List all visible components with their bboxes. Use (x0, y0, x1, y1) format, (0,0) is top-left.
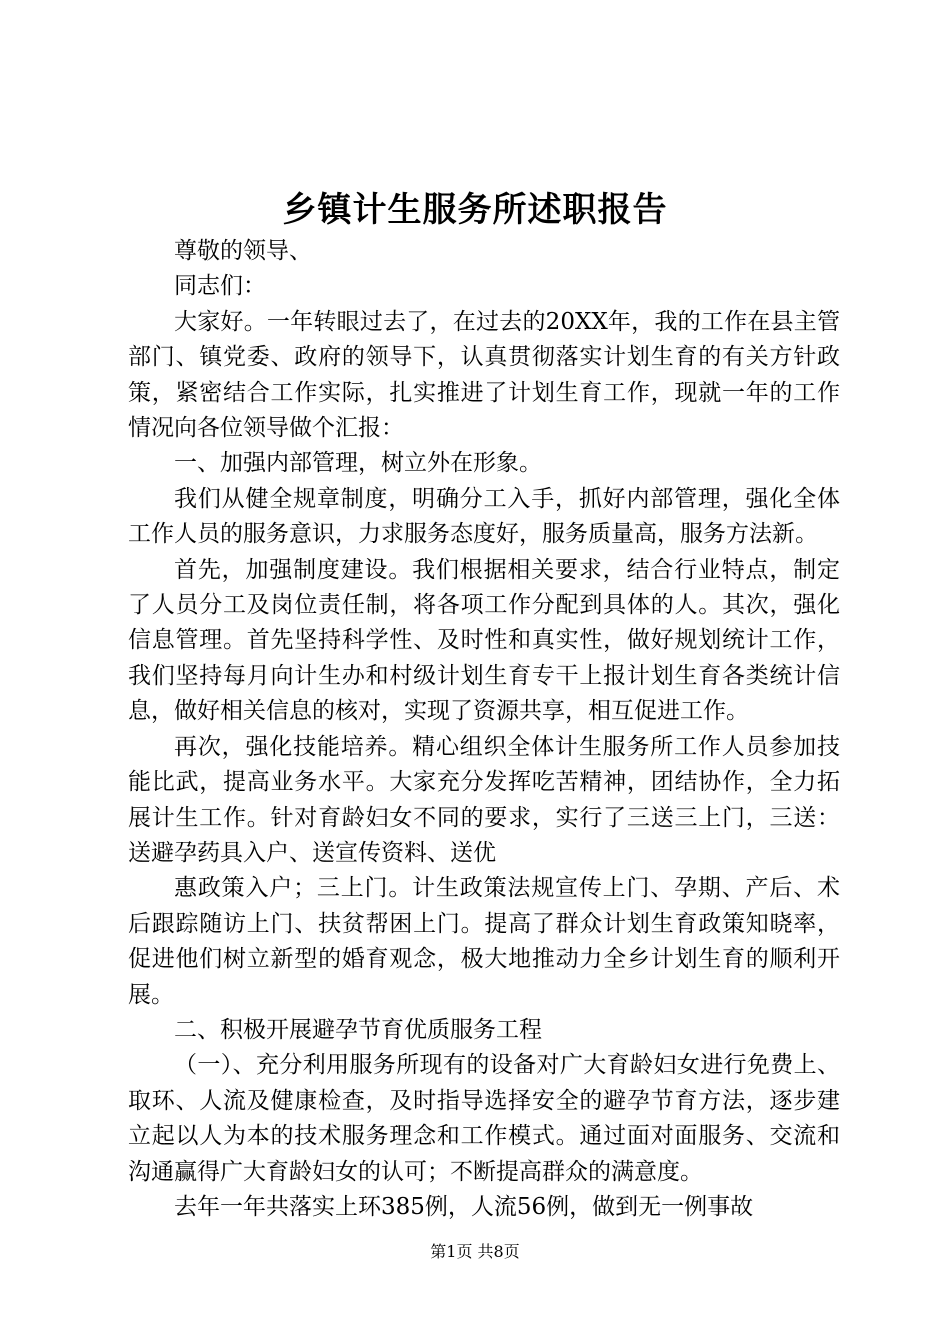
paragraph-services: （一）、充分利用服务所现有的设备对广大育龄妇女进行免费上、取环、人流及健康检查，及时指导选择安全的避孕节育方法，逐步建立起以人为本的技术服务理念和工作模式。通过面对面服务、交流和沟通赢得广大育龄妇女的认可；不断提高群众的满意度。 (128, 1052, 840, 1185)
document-body (128, 234, 840, 1225)
paragraph-intro: 大家好。一年转眼过去了，在过去的20XX年，我的工作在县主管部门、镇党委、政府的领导下，认真贯彻落实计划生育的有关方针政策，紧密结合工作实际，扎实推进了计划生育工作，现就一年的工作情况向各位领导做个汇报： (128, 308, 840, 442)
salutation-line-2: 同志们： (174, 273, 266, 300)
paragraph-skills: 再次，强化技能培养。精心组织全体计生服务所工作人员参加技能比武，提高业务水平。大家充分发挥吃苦精神，团结协作，全力拓展计生工作。针对育龄妇女不同的要求，实行了三送三上门，三送：送避孕药具入户、送宣传资料、送优 (128, 733, 840, 866)
paragraph-statistics: 去年一年共落实上环385例，人流56例，做到无一例事故 (174, 1193, 754, 1220)
paragraph-policy: 惠政策入户；三上门。计生政策法规宣传上门、孕期、产后、术后跟踪随访上门、扶贫帮困上门。提高了群众计划生育政策知晓率，促进他们树立新型的婚育观念，极大地推动力全乡计划生育的顺利开展。 (128, 875, 840, 1008)
paragraph-management: 我们从健全规章制度，明确分工入手，抓好内部管理，强化全体工作人员的服务意识，力求服务态度好，服务质量高，服务方法新。 (128, 485, 840, 548)
section-heading-1: 一、加强内部管理，树立外在形象。 (174, 450, 542, 477)
document-title: 乡镇计生服务所述职报告 (282, 190, 668, 230)
page-number-footer: 第1页 共8页 (430, 1242, 520, 1261)
salutation-line-1: 尊敬的领导、 (174, 238, 312, 264)
section-heading-2: 二、积极开展避孕节育优质服务工程 (174, 1016, 542, 1043)
paragraph-system-building: 首先，加强制度建设。我们根据相关要求，结合行业特点，制定了人员分工及岗位责任制，将各项工作分配到具体的人。其次，强化信息管理。首先坚持科学性、及时性和真实性，做好规划统计工作，我们坚持每月向计生办和村级计划生育专干上报计划生育各类统计信息，做好相关信息的核对，实现了资源共享，相互促进工作。 (128, 556, 840, 725)
